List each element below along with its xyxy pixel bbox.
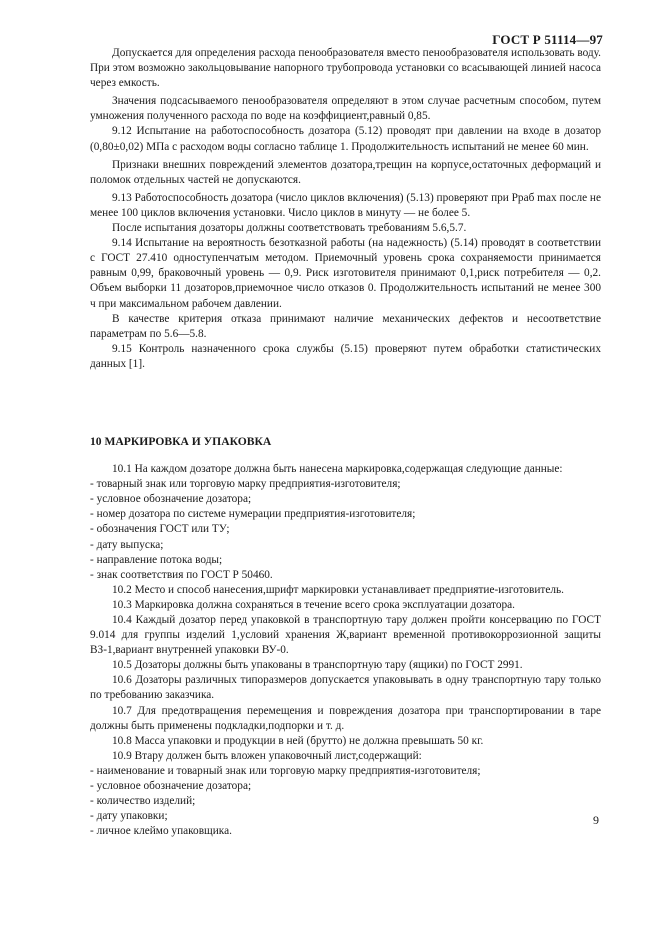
list-item: - условное обозначение дозатора; xyxy=(90,780,252,793)
paragraph: 9.15 Контроль назначенного срока службы (5.15) проверяют путем обработки статистических данных [1]. xyxy=(90,342,601,370)
list-item: - наименование и товарный знак или торговую марку предприятия-изготовителя; xyxy=(90,764,481,777)
paragraph: Значения подсасываемого пенообразователя определяют в этом случае расчетным способом, путем умножения полученного расхода по воде на коэффициент,равный 0,85. xyxy=(90,95,601,123)
list-item: - личное клеймо упаковщика. xyxy=(90,825,232,838)
paragraph: Допускается для определения расхода пенообразователя вместо пенообразователя использовать воду. При этом возможно закольцовывание напорного трубопровода установки со всасывающей линией насоса через емкость. xyxy=(90,47,601,90)
paragraph: 9.12 Испытание на работоспособность дозатора (5.12) проводят при давлении на входе в дозатор (0,80±0,02) МПа с расходом воды согласно таблице 1. Продолжительность испытаний не менее 60 мин. xyxy=(90,125,601,153)
section-item: 10.3 Маркировка должна сохраняться в течение всего срока эксплуатации дозатора. xyxy=(112,598,515,611)
document-body xyxy=(90,46,601,839)
list-item: - дату упаковки; xyxy=(90,810,168,823)
paragraph: После испытания дозаторы должны соответствовать требованиям 5.6,5.7. xyxy=(112,222,467,235)
list-item: - количество изделий; xyxy=(90,795,196,808)
section-item: 10.7 Для предотвращения перемещения и повреждения дозатора при транспортировании в таре должны быть применены подкладки,подпорки и т. д. xyxy=(90,704,601,732)
section-item: 10.1 На каждом дозаторе должна быть нанесена маркировка,содержащая следующие данные: xyxy=(112,463,563,476)
paragraph: 9.14 Испытание на вероятность безотказной работы (на надежность) (5.14) проводят в соответствии с ГОСТ 27.410 одноступенчатым методом. Приемочный уровень срока сохраняемости принимается равным 0,99, браковочный уровень — 0,9. Риск изготовителя принимают 0,1,риск потребителя — 0,2. Объем выборки 11 дозаторов,приемочное число отказов 0. Продолжительность испытаний не менее 300 ч при максимальном рабочем давлении. xyxy=(90,237,601,310)
standard-code: ГОСТ Р 51114—97 xyxy=(492,32,603,47)
section-item: 10.4 Каждый дозатор перед упаковкой в транспортную тару должен пройти консервацию по ГОСТ 9.014 для группы изделий 1,условий хранения Ж,вариант временной противокоррозионной защиты ВЗ-1,вариант внутренней упаковки ВУ-0. xyxy=(90,614,601,657)
page-number: 9 xyxy=(593,813,599,827)
section-item: 10.2 Место и способ нанесения,шрифт маркировки устанавливает предприятие-изготовитель. xyxy=(112,583,564,596)
section-item: 10.6 Дозаторы различных типоразмеров допускается упаковывать в одну транспортную тару только по требованию заказчика. xyxy=(90,674,601,702)
paragraph: В качестве критерия отказа принимают наличие механических дефектов и несоответствие параметрам по 5.6—5.8. xyxy=(90,312,601,340)
section-title: 10 МАРКИРОВКА И УПАКОВКА xyxy=(90,434,272,448)
section-item: 10.8 Масса упаковки и продукции в ней (брутто) не должна превышать 50 кг. xyxy=(112,734,484,747)
list-item: - условное обозначение дозатора; xyxy=(90,493,252,506)
list-item: - обозначения ГОСТ или ТУ; xyxy=(90,523,230,536)
list-item: - дату выпуска; xyxy=(90,538,164,551)
list-item: - направление потока воды; xyxy=(90,553,223,566)
list-item: - товарный знак или торговую марку предприятия-изготовителя; xyxy=(90,478,401,491)
section-item: 10.5 Дозаторы должны быть упакованы в транспортную тару (ящики) по ГОСТ 2991. xyxy=(112,659,523,672)
list-item: - номер дозатора по системе нумерации предприятия-изготовителя; xyxy=(90,508,416,521)
section-item: 10.9 Втару должен быть вложен упаковочный лист,содержащий: xyxy=(112,749,422,762)
paragraph: Признаки внешних повреждений элементов дозатора,трещин на корпусе,остаточных деформаций и поломок отдельных частей не допускаются. xyxy=(90,158,601,186)
paragraph: 9.13 Работоспособность дозатора (число циклов включения) (5.13) проверяют при Pраб max после не менее 100 циклов включения установки. Число циклов в минуту — не более 5. xyxy=(90,191,601,219)
list-item: - знак соответствия по ГОСТ Р 50460. xyxy=(90,568,273,581)
